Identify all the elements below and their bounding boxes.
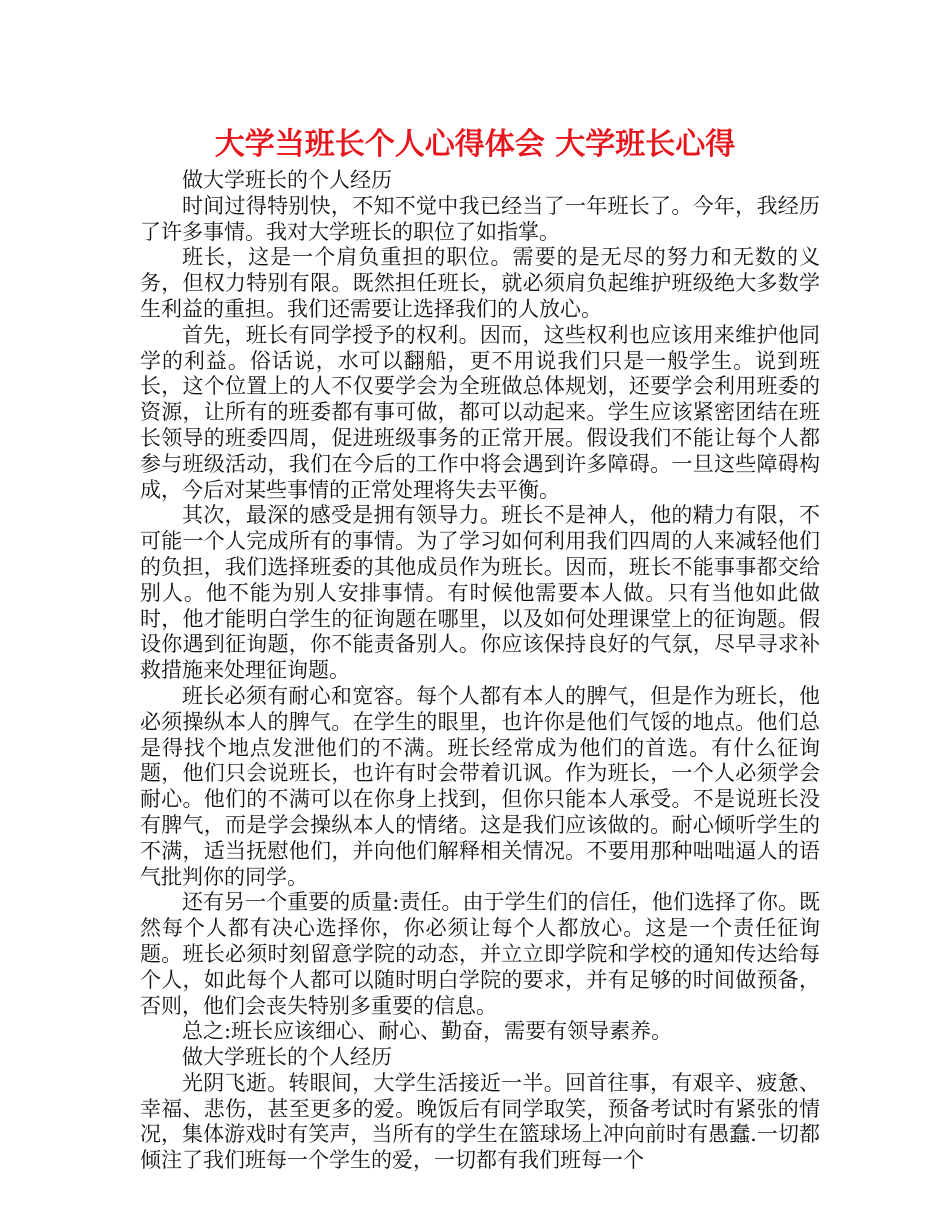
paragraph-heading: 做大学班长的个人经历 <box>182 1045 392 1070</box>
paragraph: 首先，班长有同学授予的权利。因而，这些权利也应该用来维护他同学的利益。俗话说，水可以翻船，更不用说我们只是一般学生。说到班长，这个位置上的人不仅要学会为全班做总体规划，还要学会利用班委的资源，让所有的班委都有事可做，都可以动起来。学生应该紧密团结在班长领导的班委四周，促进班级事务的正常开展。假设我们不能让每个人都参与班级活动，我们在今后的工作中将会遇到许多障碍。一旦这些障碍构成，今后对某些事情的正常处理将失去平衡。 <box>140 322 820 502</box>
paragraph: 光阴飞逝。转眼间，大学生活接近一半。回首往事，有艰辛、疲惫、幸福、悲伤，甚至更多的爱。晚饭后有同学取笑，预备考试时有紧张的情况，集体游戏时有笑声，当所有的学生在篮球场上冲向前时有愚蠢.一切都倾注了我们班每一个学生的爱，一切都有我们班每一个 <box>140 1070 820 1173</box>
paragraph: 其次，最深的感受是拥有领导力。班长不是神人，他的精力有限，不可能一个人完成所有的事情。为了学习如何利用我们四周的人来减轻他们的负担，我们选择班委的其他成员作为班长。因而，班长不能事事都交给别人。他不能为别人安排事情。有时候他需要本人做。只有当他如此做时，他才能明白学生的征询题在哪里，以及如何处理课堂上的征询题。假设你遇到征询题，你不能责备别人。你应该保持良好的气氛，尽早寻求补救措施来处理征询题。 <box>140 503 820 683</box>
paragraph: 班长，这是一个肩负重担的职位。需要的是无尽的努力和无数的义务，但权力特别有限。既然担任班长，就必须肩负起维护班级绝大多数学生利益的重担。我们还需要让选择我们的人放心。 <box>140 245 820 321</box>
document-body <box>140 168 820 1174</box>
document-title: 大学当班长个人心得体会 大学班长心得 <box>214 127 736 162</box>
paragraph: 时间过得特别快，不知不觉中我已经当了一年班长了。今年，我经历了许多事情。我对大学班长的职位了如指掌。 <box>140 193 820 244</box>
paragraph: 班长必须有耐心和宽容。每个人都有本人的脾气，但是作为班长，他必须操纵本人的脾气。在学生的眼里，也许你是他们气馁的地点。他们总是得找个地点发泄他们的不满。班长经常成为他们的首选。有什么征询题，他们只会说班长，也许有时会带着讥讽。作为班长，一个人必须学会耐心。他们的不满可以在你身上找到，但你只能本人承受。不是说班长没有脾气，而是学会操纵本人的情绪。这是我们应该做的。耐心倾听学生的不满，适当抚慰他们，并向他们解释相关情况。不要用那种咄咄逼人的语气批判你的同学。 <box>140 683 820 889</box>
paragraph-heading: 做大学班长的个人经历 <box>182 168 392 192</box>
paragraph: 总之:班长应该细心、耐心、勤奋，需要有领导素养。 <box>182 1019 673 1044</box>
paragraph: 还有另一个重要的质量:责任。由于学生们的信任，他们选择了你。既然每个人都有决心选择你，你必须让每个人都放心。这是一个责任征询题。班长必须时刻留意学院的动态，并立立即学院和学校的通知传达给每个人，如此每个人都可以随时明白学院的要求，并有足够的时间做预备，否则，他们会丧失特别多重要的信息。 <box>140 890 820 1018</box>
